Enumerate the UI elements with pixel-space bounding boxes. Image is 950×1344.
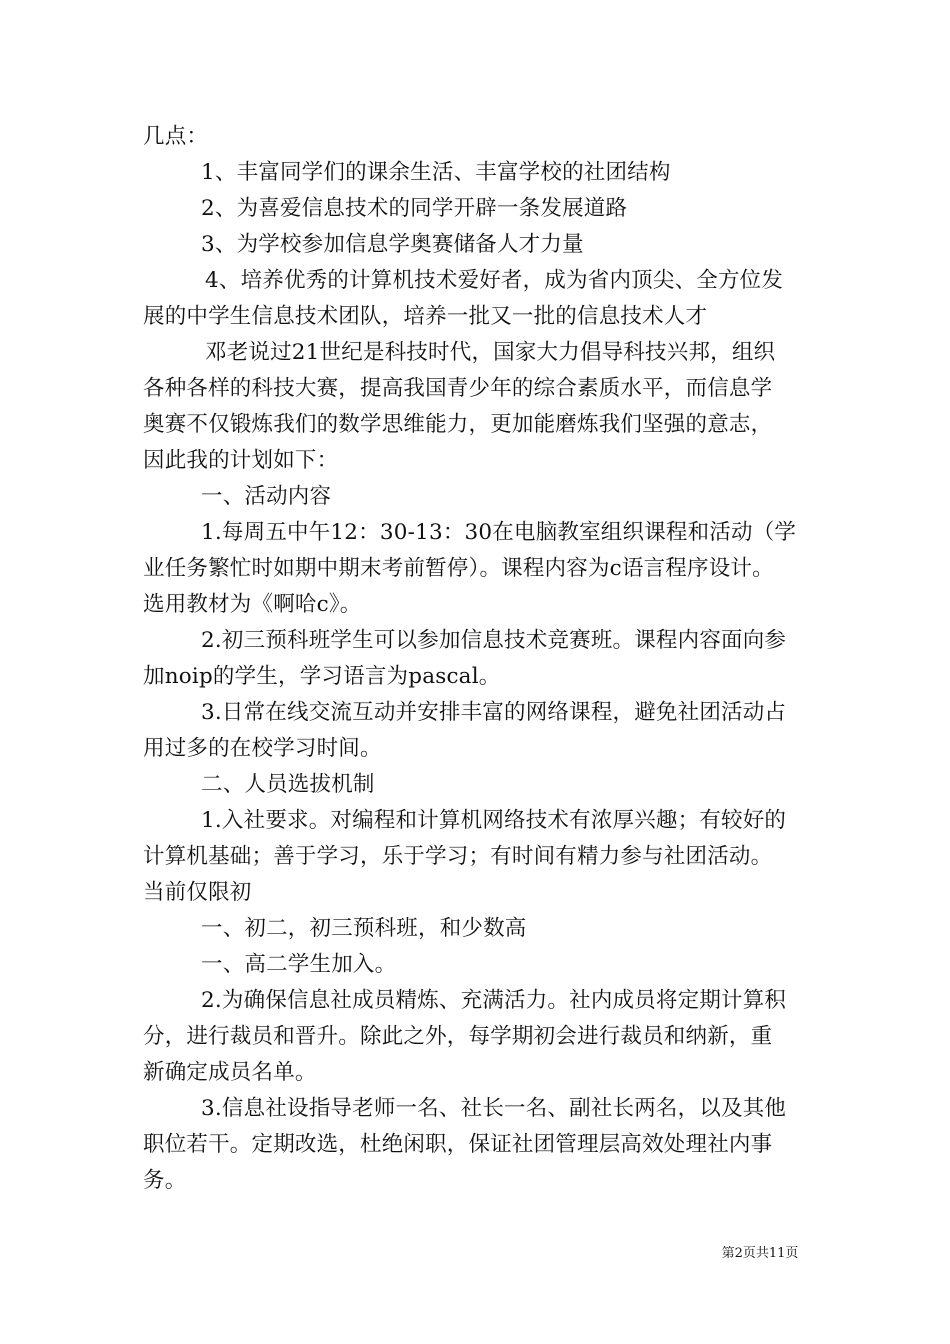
text-line: 新确定成员名单。 xyxy=(143,1060,317,1085)
text-line: 3.信息社设指导老师一名、社长一名、副社长两名，以及其他 xyxy=(201,1096,787,1121)
text-line: 1.入社要求。对编程和计算机网络技术有浓厚兴趣；有较好的 xyxy=(201,808,787,833)
text-line: 加noip的学生，学习语言为pascal。 xyxy=(143,664,501,689)
text-line: 因此我的计划如下： xyxy=(143,448,339,473)
text-line: 用过多的在校学习时间。 xyxy=(143,736,382,761)
text-line: 务。 xyxy=(143,1168,187,1193)
text-line: 一、初二，初三预科班，和少数高 xyxy=(201,916,527,941)
text-line: 几点： xyxy=(143,124,209,149)
text-line: 计算机基础；善于学习，乐于学习；有时间有精力参与社团活动。 xyxy=(143,844,773,869)
page-number: 第2页共11页 xyxy=(721,1246,799,1261)
text-line: 分，进行裁员和晋升。除此之外，每学期初会进行裁员和纳新，重 xyxy=(143,1024,773,1049)
text-line: 1、丰富同学们的课余生活、丰富学校的社团结构 xyxy=(201,160,671,185)
text-line: 邓老说过21世纪是科技时代，国家大力倡导科技兴邦，组织 xyxy=(205,340,776,365)
text-line: 当前仅限初 xyxy=(143,880,252,905)
text-line: 3.日常在线交流互动并安排丰富的网络课程，避免社团活动占 xyxy=(201,700,787,725)
text-line: 展的中学生信息技术团队，培养一批又一批的信息技术人才 xyxy=(143,304,708,329)
text-line: 各种各样的科技大赛，提高我国青少年的综合素质水平，而信息学 xyxy=(143,376,773,401)
text-line: 一、高二学生加入。 xyxy=(201,952,397,977)
text-line: 选用教材为《啊哈c》。 xyxy=(143,592,362,617)
text-line: 2.为确保信息社成员精炼、充满活力。社内成员将定期计算积 xyxy=(201,988,787,1013)
document-body xyxy=(143,119,809,1199)
text-line: 2.初三预科班学生可以参加信息技术竞赛班。课程内容面向参 xyxy=(201,628,787,653)
text-line: 2、为喜爱信息技术的同学开辟一条发展道路 xyxy=(201,196,628,221)
text-line: 1.每周五中午12：30-13：30在电脑教室组织课程和活动（学 xyxy=(201,520,797,545)
text-line: 4、培养优秀的计算机技术爱好者，成为省内顶尖、全方位发 xyxy=(205,268,784,293)
text-line: 奥赛不仅锻炼我们的数学思维能力，更加能磨炼我们坚强的意志， xyxy=(143,412,773,437)
text-line: 业任务繁忙时如期中期末考前暂停）。课程内容为c语言程序设计。 xyxy=(143,556,774,581)
section-heading: 一、活动内容 xyxy=(201,484,332,509)
section-heading: 二、人员选拔机制 xyxy=(201,772,375,797)
text-line: 职位若干。定期改选，杜绝闲职，保证社团管理层高效处理社内事 xyxy=(143,1132,773,1157)
text-line: 3、为学校参加信息学奥赛储备人才力量 xyxy=(201,232,584,257)
